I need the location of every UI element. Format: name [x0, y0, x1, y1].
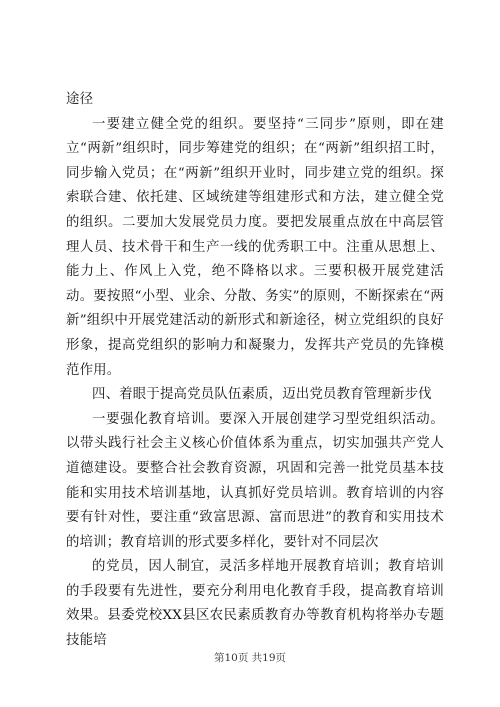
body-text: [66, 88, 444, 654]
paragraph-training-methods: 的党员，因人制宜，灵活多样地开展教育培训；教育培训的手段要有先进性，要充分利用电化教育手段，提高教育培训效果。县委党校XX县区农民素质教育办等教育机构将举办专题技能培: [66, 559, 444, 649]
section-heading-4: 四、着眼于提高党员队伍素质，迈出党员教育管理新步伐: [92, 387, 432, 403]
paragraph-continuation: 途径: [66, 92, 94, 107]
paragraph-party-organization: 一要建立健全党的组织。要坚持“三同步”原则，即在建立“两新”组织时，同步筹建党的组织；在“两新”组织招工时，同步输入党员；在“两新”组织开业时，同步建立党的组织。探索联合建、依托建、区域统建等组建形式和方法，建立健全党的组织。二要加大发展党员力度。要把发展重点放在中高层管理人员、技术骨干和生产一线的优秀职工中。注重从思想上、能力上、作风上入党，绝不降格以求。三要积极开展党建活动。要按照“小型、业余、分散、务实”的原则，不断探索在“两新”组织中开展党建活动的新形式和新途径，树立党组织的良好形象，提高党组织的影响力和凝聚力，发挥共产党员的先锋模范作用。: [66, 116, 444, 378]
page-number-footer: 第10页 共19页: [213, 652, 287, 664]
paragraph-education-training: 一要强化教育培训。要深入开展创建学习型党组织活动。以带头践行社会主义核心价值体系为重点，切实加强共产党人道德建设。要整合社会教育资源，巩固和完善一批党员基本技能和实用技术培训基地，认真抓好党员培训。教育培训的内容要有针对性，要注重“致富思源、富而思进”的教育和实用技术的培训；教育培训的形式要多样化，要针对不同层次: [66, 411, 444, 550]
